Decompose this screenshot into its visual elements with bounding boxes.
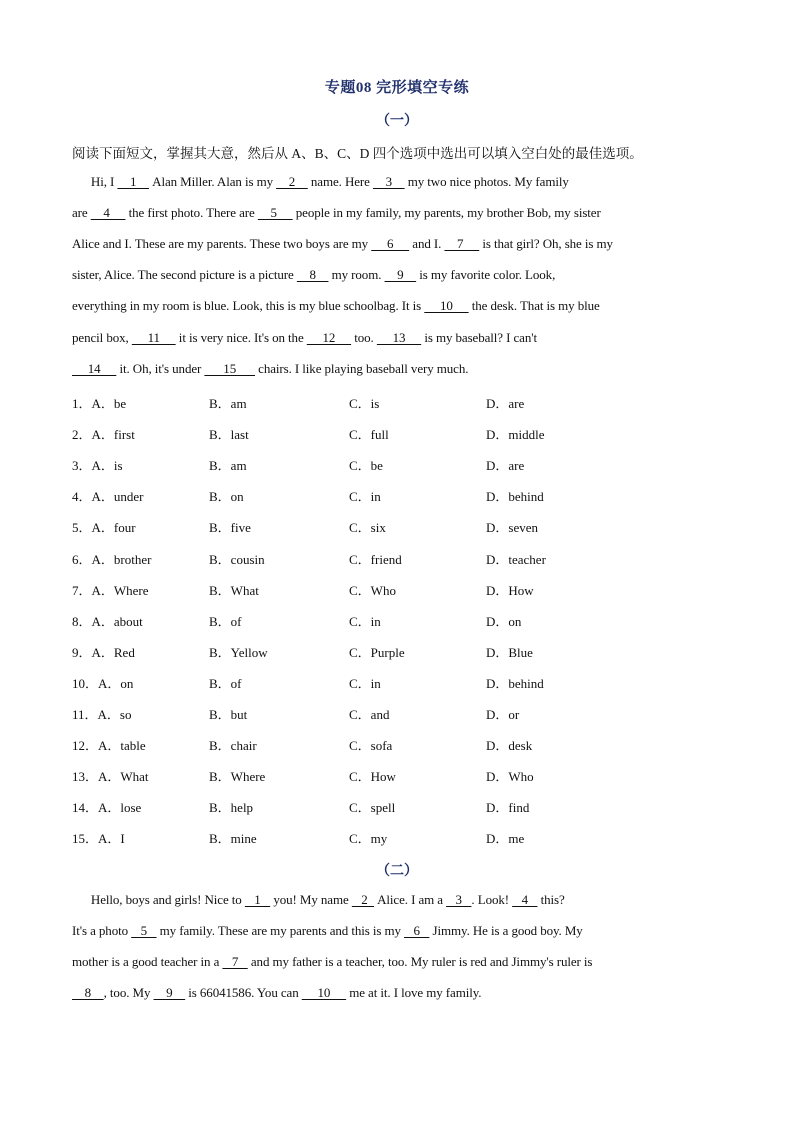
- passage-text: me at it. I love my family.: [346, 985, 482, 1000]
- answer-blank: 6: [404, 923, 430, 938]
- option-choice: D．behind: [486, 675, 544, 691]
- section-2-heading: （二）: [376, 864, 418, 879]
- option-choice: B．chair: [209, 738, 257, 754]
- passage-text: it. Oh, it's under: [116, 360, 205, 376]
- answer-blank: 10: [301, 985, 347, 1000]
- option-choice: B．help: [209, 800, 254, 816]
- answer-blank: 8: [72, 985, 104, 1000]
- option-row: [72, 393, 632, 413]
- passage-2-line: [72, 892, 722, 908]
- passage-text: mother is a good teacher in a: [72, 954, 223, 969]
- option-row: [72, 424, 632, 444]
- option-choice: 7．A．Where: [72, 582, 149, 598]
- passage-text: is that girl? Oh, she is my: [479, 236, 613, 252]
- passage-1-line: [72, 267, 722, 283]
- passage-text: too.: [351, 329, 377, 345]
- option-choice: C．six: [349, 520, 386, 536]
- option-row: [72, 828, 632, 848]
- option-choice: D．or: [486, 707, 520, 722]
- passage-text: Alan Miller. Alan is my: [149, 174, 277, 189]
- passage-text: is 66041586. You can: [185, 985, 302, 1000]
- option-choice: D．Who: [486, 769, 534, 785]
- option-choice: B．am: [209, 396, 247, 411]
- passage-2-line: [72, 985, 722, 1001]
- passage-text: my room.: [328, 267, 385, 283]
- answer-blank: 7: [222, 954, 248, 969]
- answer-blank: 8: [296, 267, 329, 283]
- option-choice: D．me: [486, 831, 525, 847]
- section-1-heading: （一）: [376, 114, 418, 129]
- passage-text: is my baseball? I can't: [421, 329, 537, 345]
- passage-text: is my favorite color. Look,: [416, 267, 556, 283]
- option-choice: 12．A．table: [72, 738, 146, 754]
- option-row: [72, 797, 632, 817]
- passage-text: It's a photo: [72, 923, 132, 938]
- option-choice: 1．A．be: [72, 396, 127, 411]
- passage-2-line: [72, 954, 722, 970]
- option-choice: 4．A．under: [72, 489, 144, 505]
- answer-blank: 13: [376, 329, 422, 345]
- option-choice: 9．A．Red: [72, 644, 135, 660]
- answer-blank: 4: [512, 892, 538, 907]
- option-choice: D．seven: [486, 520, 538, 536]
- option-choice: D．are: [486, 458, 525, 474]
- option-choice: B．What: [209, 582, 259, 598]
- option-choice: 3．A．is: [72, 458, 123, 474]
- option-row: [72, 642, 632, 662]
- option-choice: B．last: [209, 427, 249, 443]
- answer-blank: 14: [72, 360, 117, 376]
- passage-1-line: [72, 236, 722, 252]
- option-choice: 14．A．lose: [72, 800, 142, 816]
- passage-text: Alice. I am a: [373, 892, 447, 907]
- option-choice: 15．A．I: [72, 831, 125, 847]
- option-choice: 13．A．What: [72, 769, 149, 785]
- option-choice: B．cousin: [209, 551, 265, 567]
- option-choice: C．friend: [349, 551, 402, 567]
- option-choice: D．middle: [486, 427, 545, 443]
- passage-text: and my father is a teacher, too. My ruler is red and Jimmy's ruler is: [247, 954, 593, 969]
- answer-blank: 5: [131, 923, 157, 938]
- option-row: [72, 580, 632, 600]
- passage-1-line: [72, 330, 722, 346]
- answer-blank: 4: [90, 205, 126, 221]
- answer-blank: 2: [351, 892, 374, 907]
- answer-blank: 6: [371, 236, 410, 252]
- answer-blank: 10: [424, 298, 469, 314]
- option-row: [72, 549, 632, 569]
- option-row: [72, 517, 632, 537]
- passage-text: Jimmy. He is a good boy. My: [429, 923, 583, 938]
- option-row: [72, 486, 632, 506]
- option-choice: D．desk: [486, 738, 533, 754]
- option-choice: B．of: [209, 613, 242, 629]
- option-choice: D．Blue: [486, 644, 533, 660]
- option-choice: D．on: [486, 613, 522, 629]
- answer-blank: 9: [153, 985, 186, 1000]
- option-choice: C．and: [349, 707, 390, 722]
- passage-1-line: [72, 298, 722, 314]
- option-row: [72, 766, 632, 786]
- answer-blank: 1: [244, 892, 271, 907]
- passage-text: people in my family, my parents, my brother Bob, my sister: [292, 205, 601, 221]
- passage-text: this?: [537, 892, 565, 907]
- passage-text: Hi, I: [72, 174, 118, 189]
- option-choice: C．Purple: [349, 644, 405, 660]
- option-choice: B．mine: [209, 831, 257, 847]
- passage-text: Hello, boys and girls! Nice to: [72, 892, 245, 907]
- option-row: [72, 455, 632, 475]
- passage-text: you! My name: [270, 892, 352, 907]
- option-choice: D．are: [486, 396, 525, 411]
- option-choice: 8．A．about: [72, 613, 143, 629]
- passage-text: pencil box,: [72, 329, 132, 345]
- option-choice: 5．A．four: [72, 520, 136, 536]
- answer-blank: 7: [444, 236, 480, 252]
- option-choice: 10．A．on: [72, 675, 134, 691]
- option-choice: C．in: [349, 489, 381, 505]
- option-choice: B．of: [209, 675, 242, 691]
- option-choice: D．behind: [486, 489, 544, 505]
- passage-text: . Look!: [471, 892, 513, 907]
- passage-text: Alice and I. These are my parents. These two boys are my: [72, 236, 372, 252]
- option-choice: C．be: [349, 458, 383, 474]
- passage-text: it is very nice. It's on the: [175, 329, 307, 345]
- option-row: [72, 673, 632, 693]
- passage-text: sister, Alice. The second picture is a picture: [72, 267, 297, 283]
- passage-text: , too. My: [103, 985, 154, 1000]
- option-choice: 2．A．first: [72, 427, 135, 443]
- answer-blank: 5: [257, 205, 293, 221]
- option-choice: B．five: [209, 520, 251, 536]
- answer-blank: 2: [276, 174, 308, 189]
- passage-1-line: [72, 205, 722, 221]
- option-choice: 11．A．so: [72, 707, 132, 722]
- option-row: [72, 611, 632, 631]
- passage-2-line: [72, 923, 722, 939]
- answer-blank: 9: [384, 267, 417, 283]
- option-choice: C．in: [349, 675, 381, 691]
- option-choice: D．How: [486, 582, 534, 598]
- passage-1-line: [72, 174, 722, 190]
- option-choice: C．full: [349, 427, 389, 443]
- answer-blank: 3: [372, 174, 405, 189]
- option-choice: C．my: [349, 831, 388, 847]
- instructions: 阅读下面短文，掌握其大意，然后从 A、B、C、D 四个选项中选出可以填入空白处的最佳选项。: [72, 146, 643, 161]
- option-row: [72, 704, 632, 724]
- answer-blank: 3: [446, 892, 472, 907]
- passage-text: and I.: [409, 236, 445, 252]
- option-choice: C．How: [349, 769, 396, 785]
- option-choice: D．teacher: [486, 551, 546, 567]
- answer-blank: 1: [117, 174, 149, 189]
- option-choice: B．Where: [209, 769, 266, 785]
- passage-text: the first photo. There are: [125, 205, 258, 221]
- passage-text: the desk. That is my blue: [468, 298, 600, 314]
- option-choice: C．in: [349, 613, 381, 629]
- passage-text: my family. These are my parents and this is my: [156, 923, 405, 938]
- passage-text: my two nice photos. My family: [404, 174, 569, 189]
- option-choice: 6．A．brother: [72, 551, 152, 567]
- answer-blank: 15: [204, 360, 256, 376]
- option-choice: B．but: [209, 707, 248, 722]
- answer-blank: 12: [306, 329, 352, 345]
- option-choice: C．sofa: [349, 738, 393, 754]
- option-choice: D．find: [486, 800, 530, 816]
- answer-blank: 11: [131, 329, 176, 345]
- passage-text: everything in my room is blue. Look, this is my blue schoolbag. It is: [72, 298, 425, 314]
- passage-1-line: [72, 361, 722, 377]
- option-choice: B．Yellow: [209, 644, 268, 660]
- passage-text: chairs. I like playing baseball very much.: [255, 360, 469, 376]
- option-choice: C．Who: [349, 582, 396, 598]
- option-choice: B．am: [209, 458, 247, 474]
- option-choice: C．is: [349, 396, 380, 411]
- passage-text: are: [72, 205, 91, 221]
- option-choice: B．on: [209, 489, 244, 505]
- passage-text: name. Here: [307, 174, 373, 189]
- option-choice: C．spell: [349, 800, 396, 816]
- page-title: 专题08 完形填空专练: [324, 80, 470, 96]
- option-row: [72, 735, 632, 755]
